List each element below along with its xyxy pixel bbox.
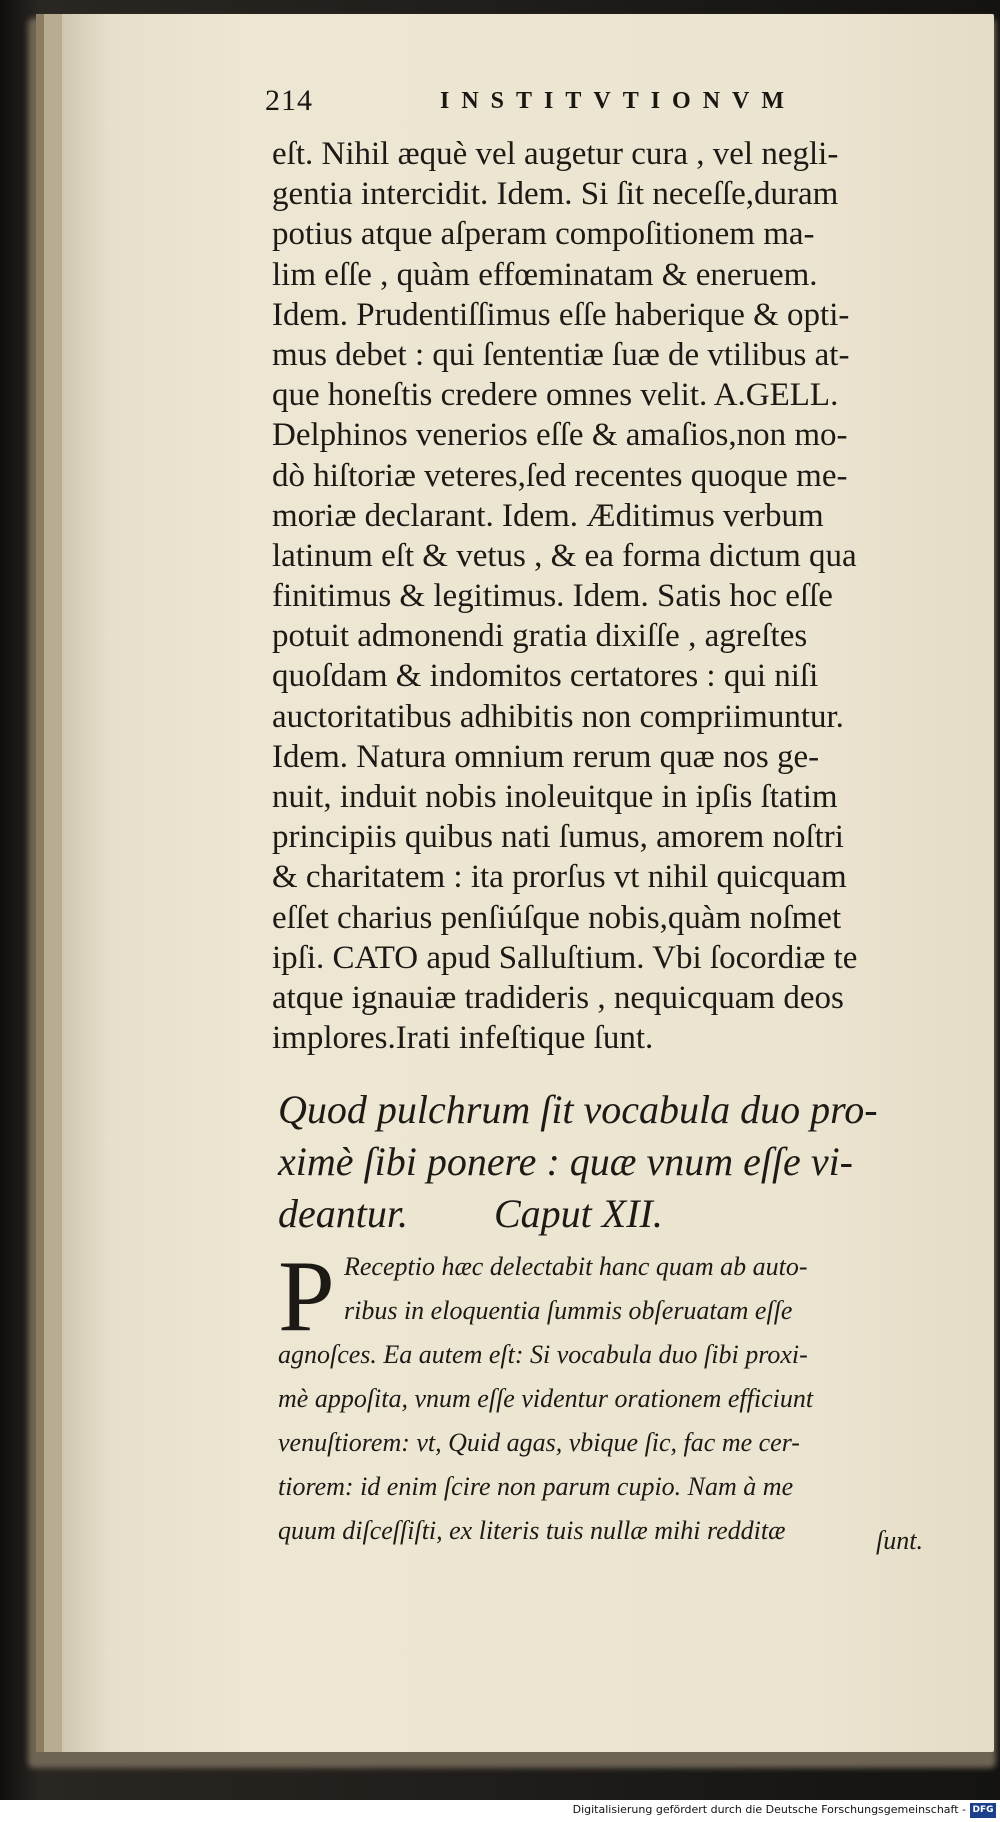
funding-credit: Digitalisierung gefördert durch die Deutsche Forschungsgemeinschaft - [572, 1803, 966, 1816]
page-number: 214 [265, 84, 313, 117]
text-line: Idem. Natura omnium rerum quæ nos ge- [272, 738, 820, 775]
paragraph-line: mè appoſita, vnum eſſe videntur orationem efficiunt [278, 1384, 814, 1413]
text-line: latinum eſt & vetus , & ea forma dictum qua [272, 537, 857, 574]
text-line: que honeſtis credere omnes velit. A.GELL. [272, 377, 839, 414]
chapter-title-line: ximè ſibi ponere : quæ vnum eſſe vi- [278, 1139, 853, 1184]
paragraph-opening [344, 1245, 944, 1333]
text-line: principiis quibus nati ſumus, amorem noſtri [272, 819, 844, 856]
text-line: potuit admonendi gratia dixiſſe , agreſtes [272, 618, 808, 655]
text-line: Idem. Prudentiſſimus eſſe haberique & opti- [272, 296, 850, 333]
chapter-heading [278, 1084, 958, 1240]
chapter-title-line: Quod pulchrum ſit vocabula duo pro- [278, 1087, 878, 1132]
paragraph-line: Receptio hæc delectabit hanc quam ab auto- [344, 1252, 808, 1281]
text-line: quoſdam & indomitos certatores : qui niſi [272, 658, 819, 695]
text-line: potius atque aſperam compoſitionem ma- [272, 216, 815, 253]
text-line: nuit, induit nobis inoleuitque in ipſis ſtatim [272, 779, 838, 815]
text-line: finitimus & legitimus. Idem. Satis hoc eſſe [272, 578, 833, 615]
text-line: lim eſſe , quàm effœminatam & eneruem. [272, 256, 818, 293]
chapter-title-line [278, 1188, 958, 1240]
book-gutter [36, 14, 44, 1752]
paragraph-line: agnoſces. Ea autem eſt: Si vocabula duo ſibi proxi- [278, 1340, 808, 1369]
drop-cap: P [278, 1240, 335, 1353]
text-line: moriæ declarant. Idem. Æditimus verbum [272, 497, 824, 534]
text-line: atque ignauiæ tradideris , nequicquam deos [272, 979, 844, 1016]
page-header [265, 84, 955, 124]
text-line: ipſi. CATO apud Salluſtium. Vbi ſocordiæ te [272, 939, 858, 976]
text-line: Delphinos venerios eſſe & amaſios,non mo- [272, 417, 848, 454]
footer-bar [0, 1800, 1000, 1822]
text-line: gentia intercidit. Idem. Si ſit neceſſe,duram [272, 176, 839, 213]
text-line: eſt. Nihil æquè vel augetur cura , vel negli- [272, 136, 839, 172]
dfg-logo: DFG [970, 1803, 996, 1818]
text-line: mus debet : qui ſententiæ ſuæ de vtilibus at- [272, 336, 850, 373]
paragraph-line: ribus in eloquentia ſummis obſeruatam eſſe [344, 1296, 793, 1325]
paragraph-last-word: ſunt. [876, 1526, 923, 1555]
text-line: implores.Irati infeſtique ſunt. [272, 1020, 654, 1057]
running-head: INSTITVTIONVM [440, 88, 797, 114]
text-line: dò hiſtoriæ veteres,ſed recentes quoque me- [272, 457, 848, 494]
text-line: & charitatem : ita prorſus vt nihil quicquam [272, 859, 847, 896]
text-line: auctoritatibus adhibitis non compriimuntur. [272, 698, 844, 735]
chapter-number: Caput XII. [494, 1191, 663, 1236]
text-line: eſſet charius penſiúſque nobis,quàm noſmet [272, 899, 842, 936]
paragraph-line: tiorem: id enim ſcire non parum cupio. Nam à me [278, 1472, 794, 1501]
paragraph-line: quum diſceſſiſti, ex literis tuis nullæ mihi redditæ [278, 1516, 786, 1545]
paragraph-line: venuſtiorem: vt, Quid agas, vbique ſic, fac me cer- [278, 1428, 800, 1457]
chapter-title-end: deantur. [278, 1191, 408, 1236]
body-text [272, 134, 952, 1058]
paragraph-body [278, 1333, 958, 1553]
